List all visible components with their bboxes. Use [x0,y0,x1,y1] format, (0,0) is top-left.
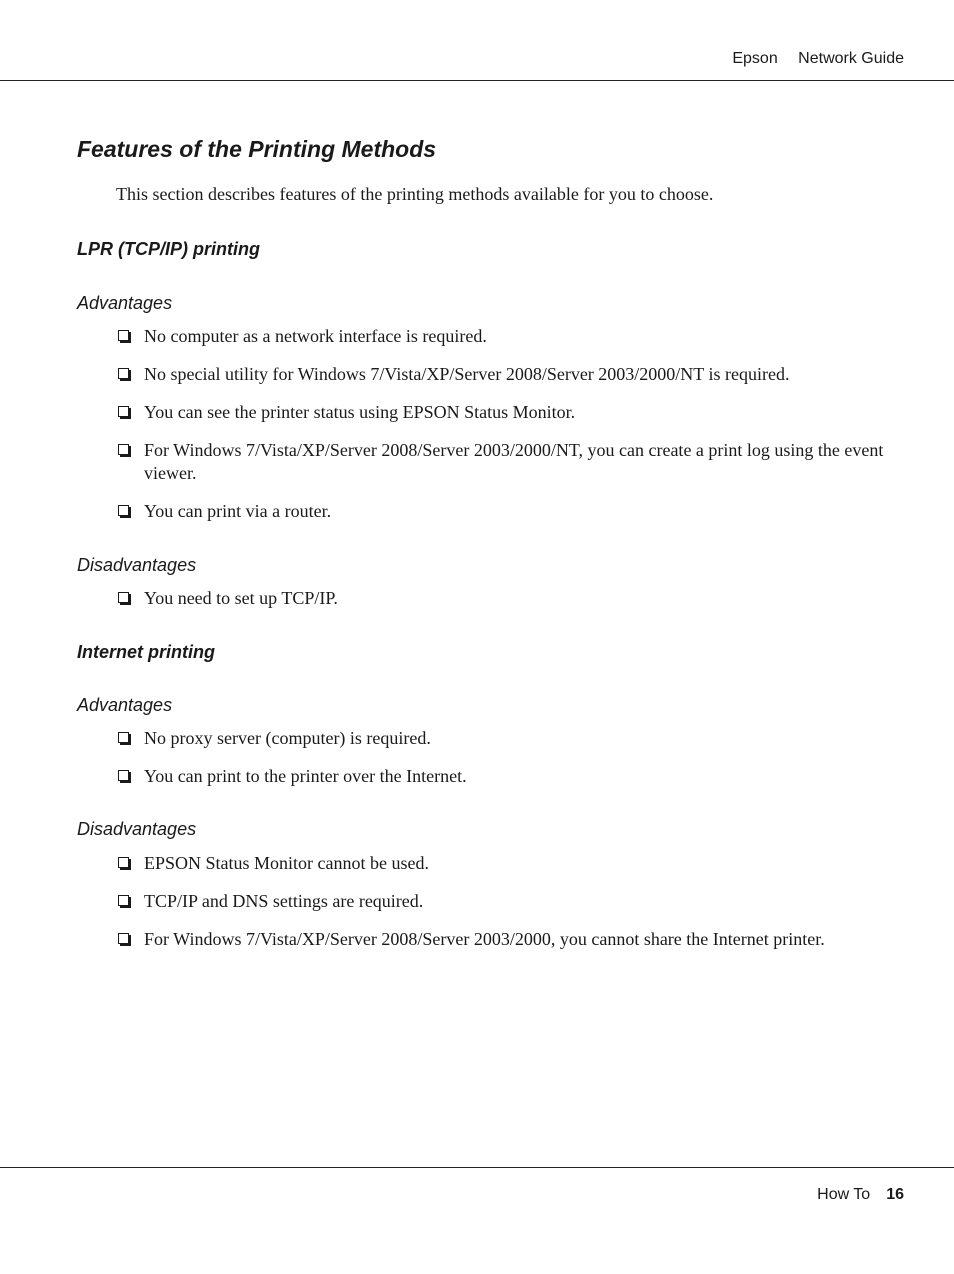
list-item: You can print via a router. [116,500,896,523]
footer-section: How To [817,1186,871,1203]
section-heading-internet: Internet printing [77,642,215,662]
header-rule [0,80,954,81]
list-item: You can print to the printer over the Internet. [116,765,896,788]
list-lpr-advantages [116,325,896,523]
intro-paragraph: This section describes features of the printing methods available for you to choose. [116,184,714,204]
header-brand: Epson [732,50,778,67]
list-item: TCP/IP and DNS settings are required. [116,890,896,913]
checkbox-bullet-icon [118,732,129,743]
list-item: For Windows 7/Vista/XP/Server 2008/Server 2003/2000/NT, you can create a print log using the event viewer. [116,439,896,485]
checkbox-bullet-icon [118,770,129,781]
checkbox-bullet-icon [118,895,129,906]
page-number: 16 [886,1186,904,1203]
subheading-internet-disadvantages: Disadvantages [77,819,197,839]
list-item: You can see the printer status using EPSON Status Monitor. [116,401,896,424]
list-item: You need to set up TCP/IP. [116,587,896,610]
page-title: Features of the Printing Methods [77,136,437,162]
header-guide-title: Network Guide [798,50,904,67]
list-item: For Windows 7/Vista/XP/Server 2008/Server 2003/2000, you cannot share the Internet printer. [116,928,896,951]
list-item: No special utility for Windows 7/Vista/XP/Server 2008/Server 2003/2000/NT is required. [116,363,896,386]
checkbox-bullet-icon [118,933,129,944]
running-header [716,50,904,68]
section-heading-lpr: LPR (TCP/IP) printing [77,239,260,259]
list-item: No proxy server (computer) is required. [116,727,896,750]
list-item: No computer as a network interface is required. [116,325,896,348]
running-footer [817,1186,904,1204]
checkbox-bullet-icon [118,444,129,455]
list-lpr-disadvantages [116,587,896,610]
checkbox-bullet-icon [118,368,129,379]
checkbox-bullet-icon [118,406,129,417]
checkbox-bullet-icon [118,857,129,868]
list-internet-disadvantages [116,852,896,951]
checkbox-bullet-icon [118,330,129,341]
subheading-lpr-disadvantages: Disadvantages [77,555,197,575]
checkbox-bullet-icon [118,505,129,516]
checkbox-bullet-icon [118,592,129,603]
footer-rule [0,1167,954,1168]
subheading-internet-advantages: Advantages [77,695,173,715]
list-item: EPSON Status Monitor cannot be used. [116,852,896,875]
list-internet-advantages [116,727,896,788]
subheading-lpr-advantages: Advantages [77,293,173,313]
